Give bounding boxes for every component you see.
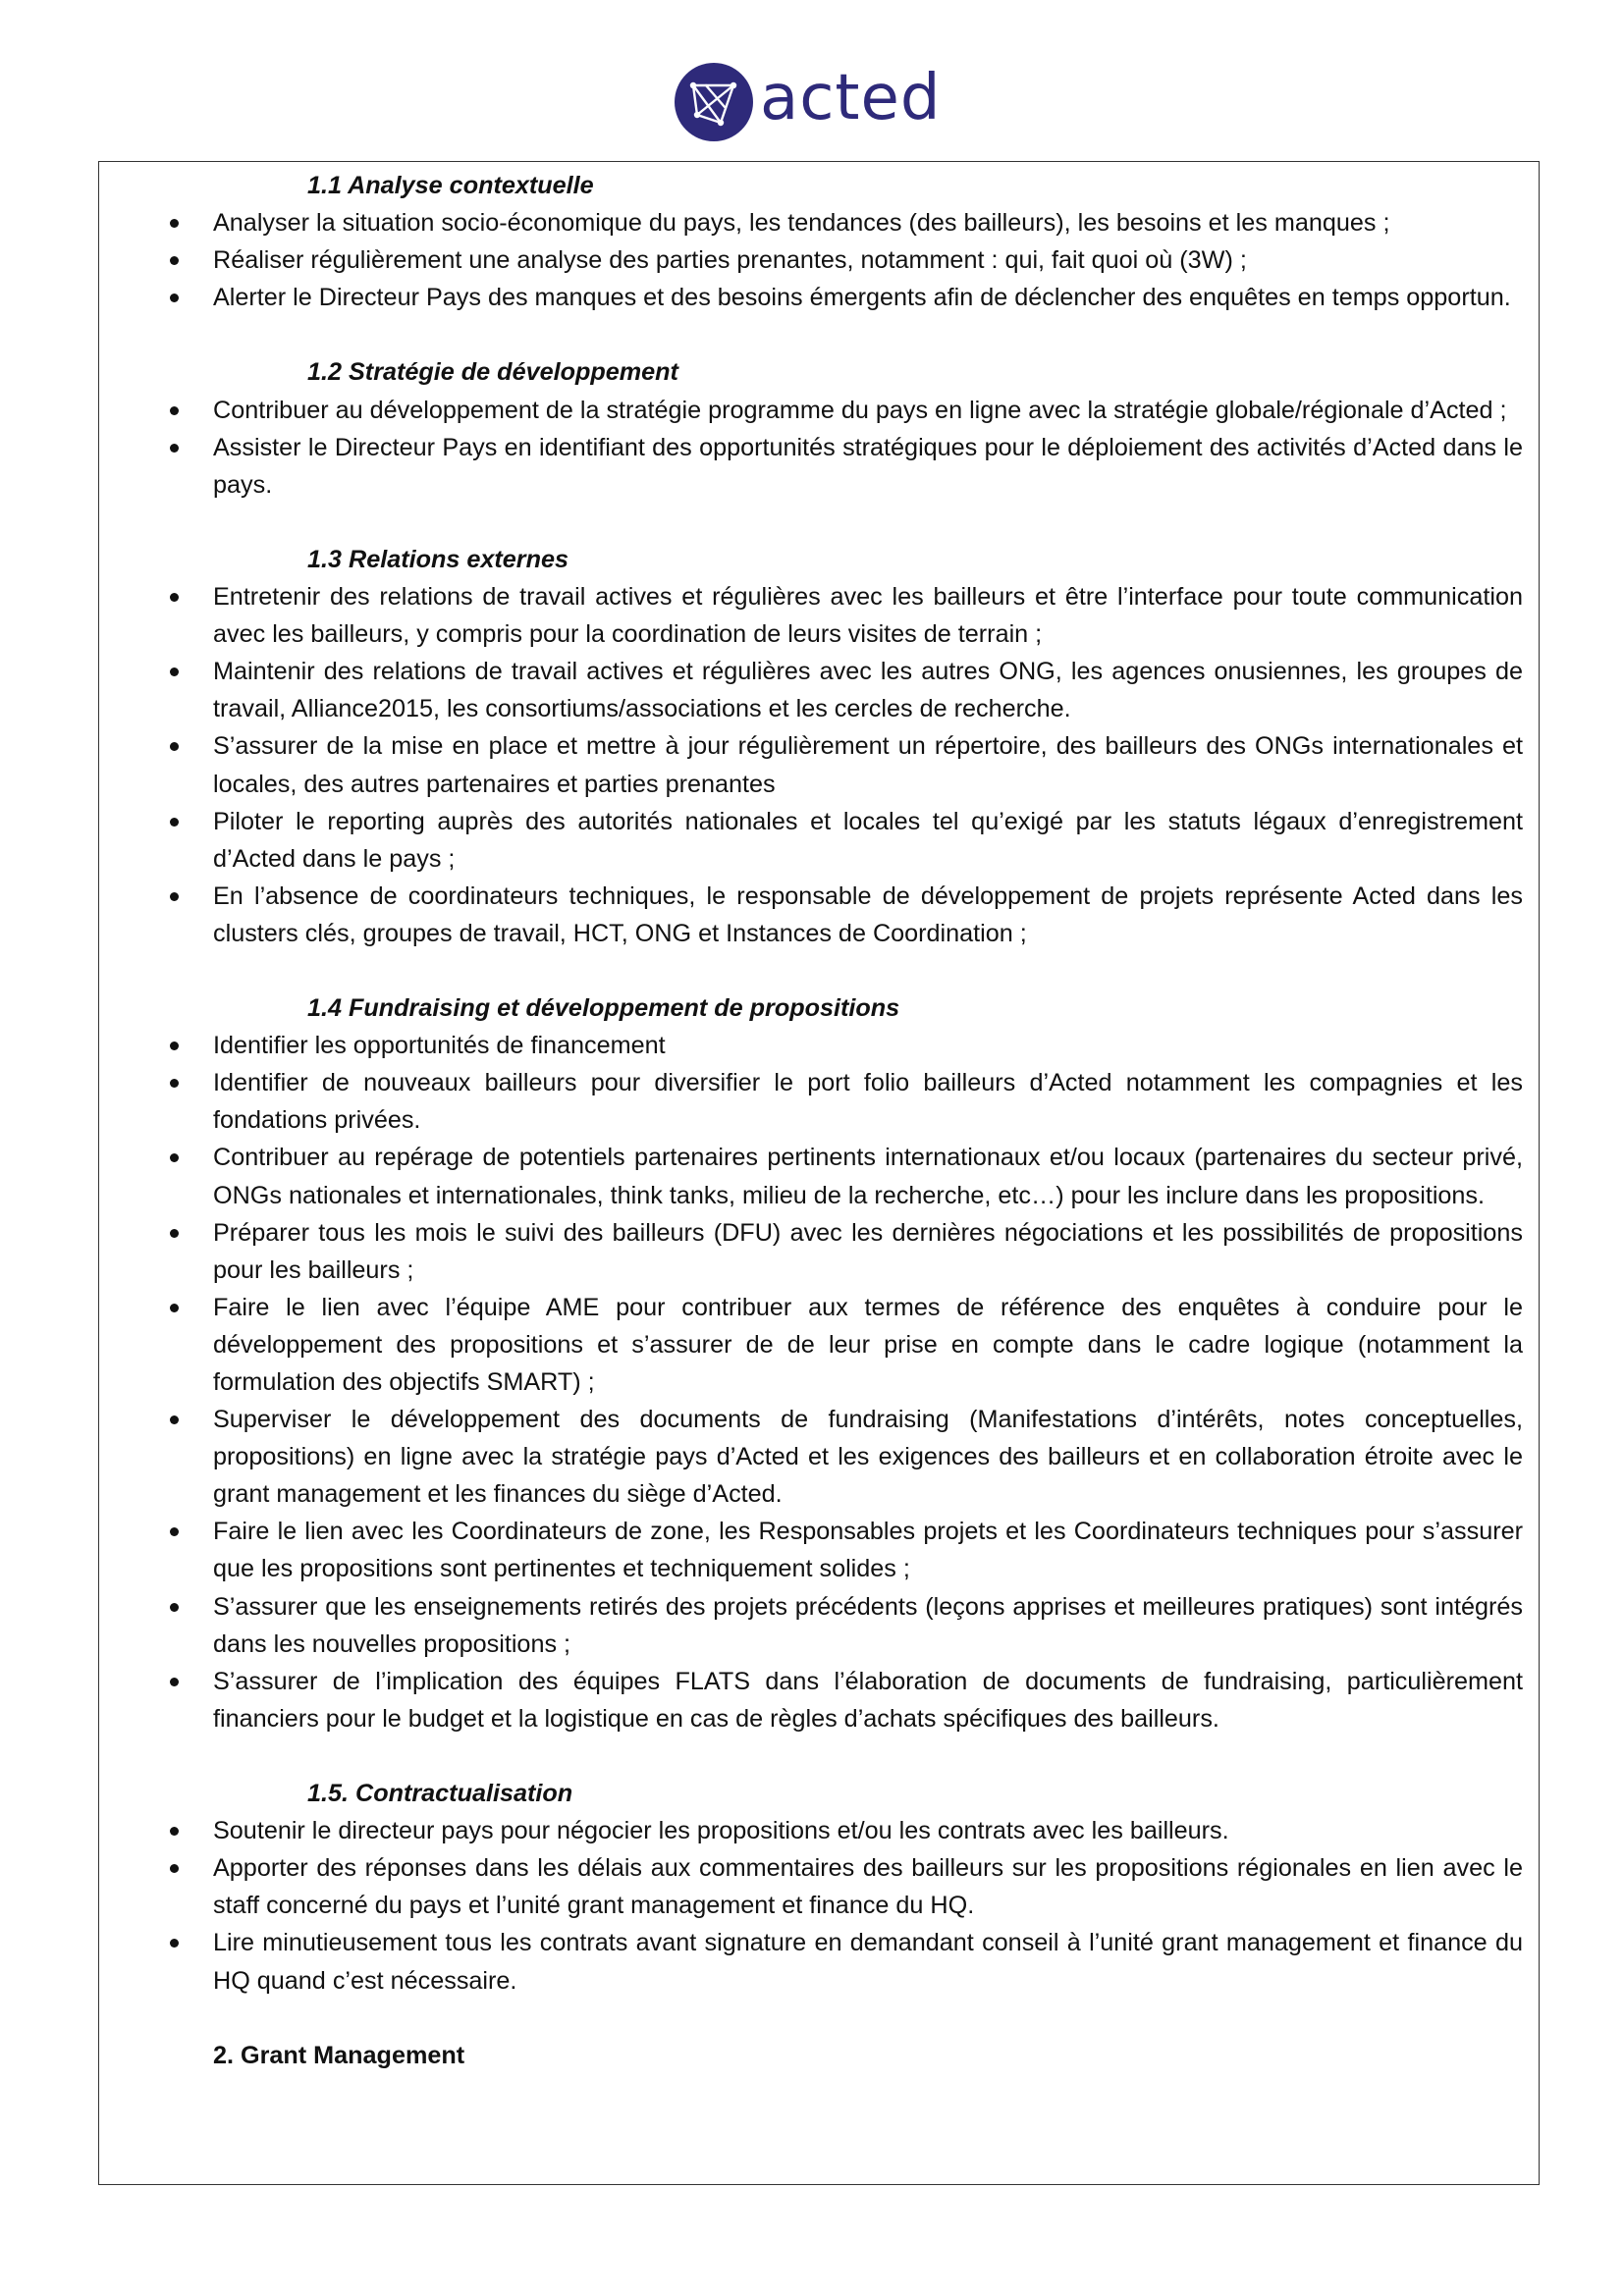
spacer bbox=[99, 504, 1539, 541]
list-item: Identifier de nouveaux bailleurs pour diversifier le port folio bailleurs d’Acted notamment les compagnies et les fondations privées. bbox=[99, 1064, 1539, 1139]
list-item: Apporter des réponses dans les délais aux commentaires des bailleurs sur les propositions régionales en lien avec le staff concerné du pays et l’unité grant management et finance du HQ. bbox=[99, 1849, 1539, 1924]
list-item: En l’absence de coordinateurs techniques, le responsable de développement de projets représente Acted dans les clusters clés, groupes de travail, HCT, ONG et Instances de Coordination ; bbox=[99, 878, 1539, 952]
job-description-frame bbox=[98, 161, 1540, 2185]
list-item: Lire minutieusement tous les contrats avant signature en demandant conseil à l’unité grant management et finance du HQ quand c’est nécessaire. bbox=[99, 1924, 1539, 1999]
spacer bbox=[99, 2000, 1539, 2037]
spacer bbox=[99, 1737, 1539, 1775]
spacer bbox=[99, 952, 1539, 989]
list-item: S’assurer que les enseignements retirés des projets précédents (leçons apprises et meilleures pratiques) sont intégrés dans les nouvelles propositions ; bbox=[99, 1588, 1539, 1663]
list-item: Préparer tous les mois le suivi des bailleurs (DFU) avec les dernières négociations et les possibilités de propositions pour les bailleurs ; bbox=[99, 1214, 1539, 1289]
list-item: Contribuer au repérage de potentiels partenaires pertinents internationaux et/ou locaux (partenaires du secteur privé, ONGs nationales et internationales, think tanks, milieu de la recherche, etc…) pour les inclure dans les propositions. bbox=[99, 1139, 1539, 1213]
section-list-relations-externes bbox=[99, 578, 1539, 952]
list-item: Faire le lien avec les Coordinateurs de zone, les Responsables projets et les Coordinateurs techniques pour s’assurer que les propositions sont pertinentes et techniquement solides ; bbox=[99, 1513, 1539, 1587]
section-heading-relations-externes: 1.3 Relations externes bbox=[307, 545, 568, 573]
list-item: Alerter le Directeur Pays des manques et des besoins émergents afin de déclencher des enquêtes en temps opportun. bbox=[99, 279, 1539, 316]
section-heading-analyse-contextuelle: 1.1 Analyse contextuelle bbox=[307, 172, 594, 199]
list-item: Entretenir des relations de travail actives et régulières avec les bailleurs et être l’interface pour toute communication avec les bailleurs, y compris pour la coordination de leurs visites de terrain ; bbox=[99, 578, 1539, 653]
acted-logo-icon bbox=[674, 62, 754, 142]
list-item: Faire le lien avec l’équipe AME pour contribuer aux termes de référence des enquêtes à conduire pour le développement des propositions et s’assurer de de leur prise en compte dans le cadre logique (notamment la formulation des objectifs SMART) ; bbox=[99, 1289, 1539, 1401]
list-item: Piloter le reporting auprès des autorités nationales et locales tel qu’exigé par les statuts légaux d’enregistrement d’Acted dans le pays ; bbox=[99, 803, 1539, 878]
spacer bbox=[99, 316, 1539, 353]
list-item: Contribuer au développement de la stratégie programme du pays en ligne avec la stratégie globale/régionale d’Acted ; bbox=[99, 392, 1539, 429]
section-list-contractualisation bbox=[99, 1812, 1539, 1999]
list-item: Réaliser régulièrement une analyse des parties prenantes, notamment : qui, fait quoi où (3W) ; bbox=[99, 241, 1539, 279]
list-item: Assister le Directeur Pays en identifiant des opportunités stratégiques pour le déploiement des activités d’Acted dans le pays. bbox=[99, 429, 1539, 504]
section-list-analyse-contextuelle bbox=[99, 204, 1539, 316]
section-list-fundraising bbox=[99, 1027, 1539, 1737]
list-item: S’assurer de la mise en place et mettre à jour régulièrement un répertoire, des bailleurs des ONGs internationales et locales, des autres partenaires et parties prenantes bbox=[99, 727, 1539, 802]
logo-wordmark: acted bbox=[760, 62, 942, 134]
section-list-strategie-developpement bbox=[99, 392, 1539, 504]
list-item: S’assurer de l’implication des équipes FLATS dans l’élaboration de documents de fundraising, particulièrement financiers pour le budget et la logistique en cas de règles d’achats spécifiques des bailleurs. bbox=[99, 1663, 1539, 1737]
section-heading-contractualisation: 1.5. Contractualisation bbox=[307, 1780, 573, 1808]
list-item: Identifier les opportunités de financement bbox=[99, 1027, 1539, 1064]
list-item: Analyser la situation socio-économique du pays, les tendances (des bailleurs), les besoins et les manques ; bbox=[99, 204, 1539, 241]
list-item: Maintenir des relations de travail actives et régulières avec les autres ONG, les agences onusiennes, les groupes de travail, Alliance2015, les consortiums/associations et les cercles de recherche. bbox=[99, 653, 1539, 727]
list-item: Superviser le développement des documents de fundraising (Manifestations d’intérêts, notes conceptuelles, propositions) en ligne avec la stratégie pays d’Acted et les exigences des bailleurs et en collaboration étroite avec le grant management et les finances du siège d’Acted. bbox=[99, 1401, 1539, 1513]
document-content bbox=[99, 162, 1539, 2074]
acted-logo bbox=[674, 61, 942, 143]
section-heading-fundraising: 1.4 Fundraising et développement de propositions bbox=[307, 994, 900, 1023]
section-heading-grant-management: 2. Grant Management bbox=[213, 2041, 465, 2069]
section-heading-strategie-developpement: 1.2 Stratégie de développement bbox=[307, 358, 678, 387]
list-item: Soutenir le directeur pays pour négocier les propositions et/ou les contrats avec les bailleurs. bbox=[99, 1812, 1539, 1849]
